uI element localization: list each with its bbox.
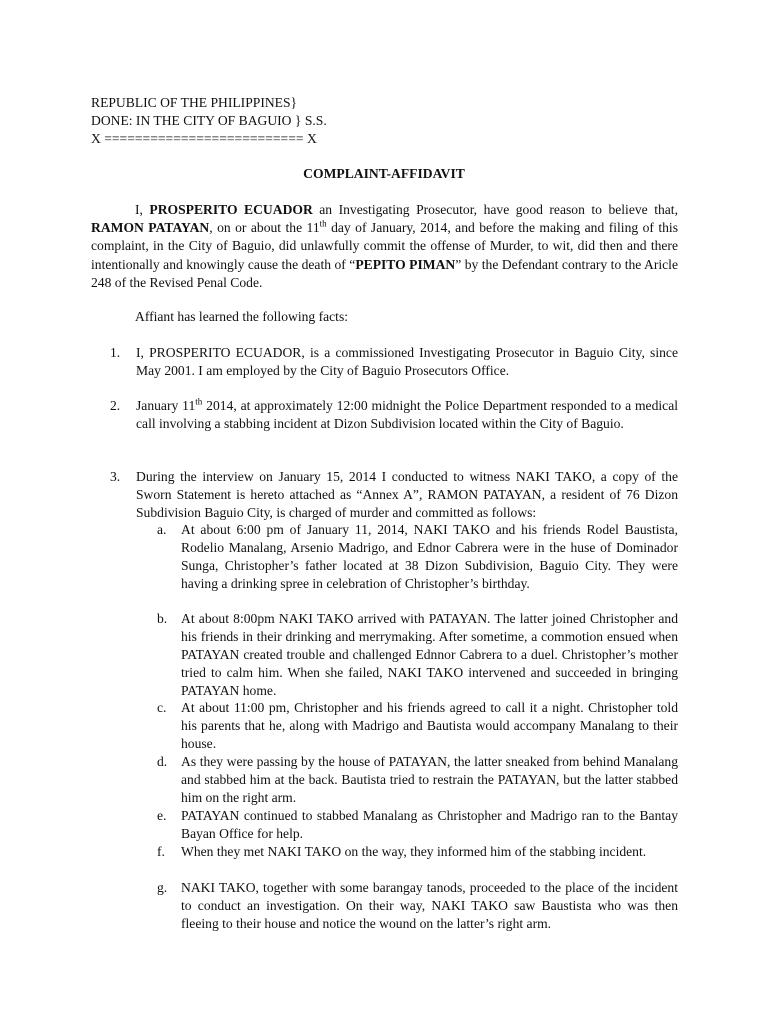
list-item-rest: 2014, at approximately 12:00 midnight the Police Department responded to a medical call involving a stabbing incident at Dizon Subdivision located within the City of Baguio. xyxy=(136,398,679,431)
list-item-number: 2. xyxy=(110,398,121,413)
sub-item-text: PATAYAN continued to stabbed Manalang as Christopher and Madrigo ran to the Bantay Bayan Office for help. xyxy=(181,808,678,841)
list-item-number: 3. xyxy=(110,469,121,484)
intro-mid1: an Investigating Prosecutor, have good reason to believe that, xyxy=(312,202,678,217)
sub-item-letter: a. xyxy=(157,522,167,537)
intro-end: ” by the Defendant contrary to the Aricle 248 of the Revised Penal Code. xyxy=(91,256,678,290)
sub-item-letter: c. xyxy=(157,700,167,715)
intro-sup: th xyxy=(319,218,327,229)
sub-item-letter: g. xyxy=(157,880,168,895)
sub-item-letter: b. xyxy=(157,611,168,626)
sub-item-text: As they were passing by the house of PATAYAN, the latter sneaked from behind Manalang and stabbed him at the back. Bautista tried to restrain the PATAYAN, but the latter stabbed him on the right arm. xyxy=(181,754,678,805)
sub-item-letter: e. xyxy=(157,808,167,823)
intro-name-prosecutor: PROSPERITO ECUADOR xyxy=(149,202,313,217)
sub-item-letter: f. xyxy=(157,844,165,859)
list-item-pre: January 11 xyxy=(136,398,196,413)
header-republic: REPUBLIC OF THE PHILIPPINES} xyxy=(91,95,298,110)
intro-name-accused: RAMON PATAYAN xyxy=(91,220,210,236)
sub-item-letter: d. xyxy=(157,754,168,769)
sub-item-text: NAKI TAKO, together with some barangay tanods, proceeded to the place of the incident to conduct an investigation. On their way, NAKI TAKO saw Baustista who was then fleeing to their house and notice the wound on the latter’s right arm. xyxy=(181,880,678,931)
affiant-paragraph xyxy=(91,308,678,326)
header-done: DONE: IN THE CITY OF BAGUIO } S.S. xyxy=(91,113,327,128)
document-title: COMPLAINT-AFFIDAVIT xyxy=(303,166,465,181)
list-item-text: I, PROSPERITO ECUADOR, is a commissioned Investigating Prosecutor in Baguio City, since May 2001. I am employed by the City of Baguio Prosecutors Office. xyxy=(136,345,678,378)
intro-mid3: day of January, 2014, and before the making and filing of this complaint, in the City of Baguio, did unlawfully commit the offense of Murder, to wit, did then and there intentionally and knowingly cause the death of “ xyxy=(91,220,678,272)
header-separator: X ========================== X xyxy=(91,131,317,146)
sub-item-text: When they met NAKI TAKO on the way, they informed him of the stabbing incident. xyxy=(181,844,647,859)
affiant-line: Affiant has learned the following facts: xyxy=(135,309,349,324)
list-item-text xyxy=(136,397,678,433)
intro-paragraph xyxy=(91,201,678,292)
list-item-text: During the interview on January 15, 2014 I conducted to witness NAKI TAKO, a copy of the Sworn Statement is hereto attached as “Annex A”, RAMON PATAYAN, a resident of 76 Dizon Subdivision Baguio City, is charged of murder and committed as follows: xyxy=(136,469,678,520)
sub-item-text: At about 11:00 pm, Christopher and his friends agreed to call it a night. Christopher told his parents that he, along with Madrigo and Bautista would accompany Manalang to their house. xyxy=(181,700,678,751)
intro-name-victim: PEPITO PIMAN xyxy=(355,256,456,272)
list-item-number: 1. xyxy=(110,345,121,360)
intro-mid2: , on or about the 11 xyxy=(209,220,320,236)
sub-item-text: At about 6:00 pm of January 11, 2014, NAKI TAKO and his friends Rodel Baustista, Rodelio Manalang, Arsenio Madrigo, and Ednor Cabrera were in the huse of Dominador Sunga, Christopher’s father located at 38 Dizon Subdivision, Baguio City. They were having a drinking spree in celebration of Christopher’s birthday. xyxy=(181,522,678,591)
sub-item-text: At about 8:00pm NAKI TAKO arrived with PATAYAN. The latter joined Christopher and his friends in their drinking and merrymaking. After sometime, a commotion ensued when PATAYAN created trouble and challenged Ednnor Cabrera to a duel. Christopher’s mother tried to calm him. When she failed, NAKI TAKO intervened and succeeded in bringing PATAYAN home. xyxy=(181,611,678,698)
intro-pre: I, xyxy=(135,202,150,217)
list-item-sup: th xyxy=(195,396,203,407)
